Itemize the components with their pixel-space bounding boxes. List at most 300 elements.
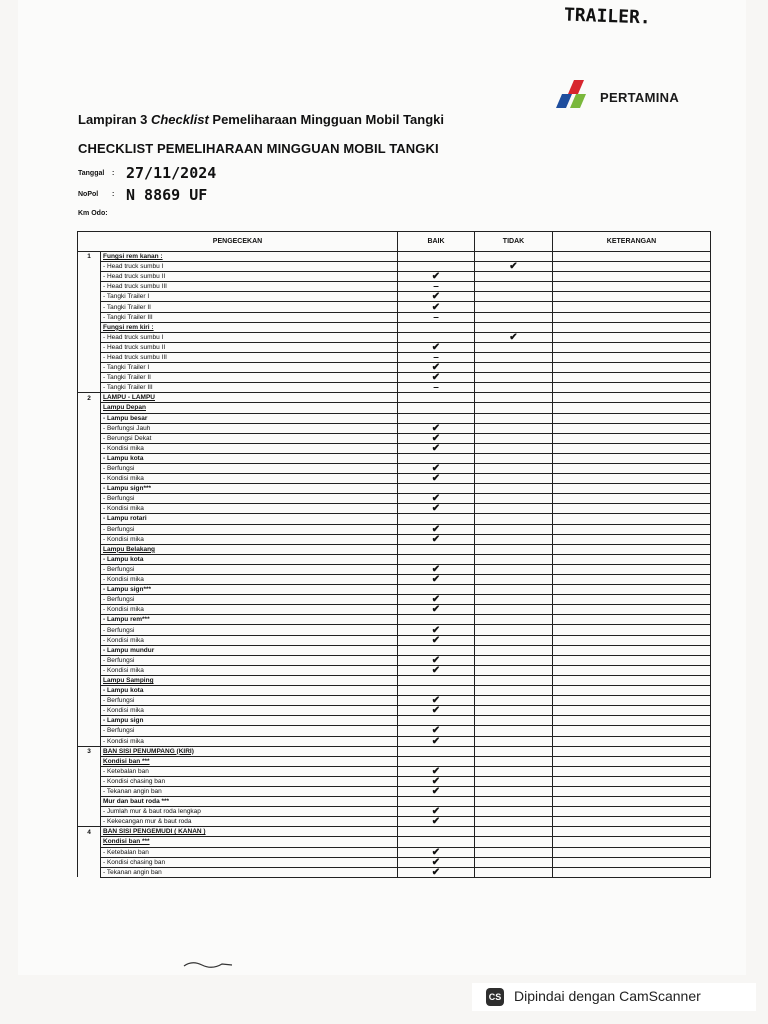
row-number [78, 342, 101, 352]
row-baik [398, 827, 475, 837]
row-baik: ✔ [398, 766, 475, 776]
row-baik: – [398, 352, 475, 362]
field-colon: : [105, 210, 108, 217]
row-keterangan [553, 403, 711, 413]
row-baik: ✔ [398, 302, 475, 312]
table-row [78, 857, 711, 867]
table-header-row [78, 232, 711, 252]
row-tidak [475, 867, 553, 877]
camscanner-icon: CS [486, 988, 504, 1006]
row-item: - Kondisi mika [101, 665, 398, 675]
table-row [78, 282, 711, 292]
row-item: - Berfungsi [101, 726, 398, 736]
row-keterangan [553, 312, 711, 322]
row-tidak [475, 665, 553, 675]
row-item: - Berfungsi [101, 524, 398, 534]
row-keterangan [553, 554, 711, 564]
row-baik: ✔ [398, 595, 475, 605]
row-number [78, 403, 101, 413]
row-baik: ✔ [398, 423, 475, 433]
row-number [78, 655, 101, 665]
row-number [78, 474, 101, 484]
row-item: - Tangki Trailer III [101, 383, 398, 393]
row-item: - Lampu kota [101, 554, 398, 564]
row-keterangan [553, 443, 711, 453]
row-tidak [475, 423, 553, 433]
title-suffix: Pemeliharaan Mingguan Mobil Tangki [208, 112, 445, 127]
row-baik: ✔ [398, 534, 475, 544]
row-baik [398, 645, 475, 655]
row-item: - Berfungsi [101, 696, 398, 706]
row-tidak: ✔ [475, 262, 553, 272]
row-item: - Kondisi mika [101, 635, 398, 645]
row-baik [398, 332, 475, 342]
row-keterangan [553, 524, 711, 534]
row-keterangan [553, 494, 711, 504]
table-row [78, 443, 711, 453]
row-tidak [475, 524, 553, 534]
row-tidak [475, 655, 553, 665]
row-keterangan [553, 262, 711, 272]
row-keterangan [553, 797, 711, 807]
row-item: - Kondisi mika [101, 474, 398, 484]
row-number [78, 797, 101, 807]
row-tidak [475, 403, 553, 413]
ink-smudge-mark [182, 958, 234, 968]
row-item: - Lampu rem*** [101, 615, 398, 625]
row-item: - Lampu rotari [101, 514, 398, 524]
row-number [78, 585, 101, 595]
row-baik: ✔ [398, 292, 475, 302]
row-baik: ✔ [398, 342, 475, 352]
table-row [78, 837, 711, 847]
field-value: N 8869 UF [126, 186, 208, 204]
table-row [78, 463, 711, 473]
row-tidak [475, 575, 553, 585]
pertamina-logo [554, 78, 694, 112]
row-item: - Berfungsi [101, 655, 398, 665]
field-colon: : [112, 170, 115, 177]
row-number [78, 776, 101, 786]
row-baik [398, 585, 475, 595]
row-tidak [475, 675, 553, 685]
row-number [78, 363, 101, 373]
row-baik [398, 615, 475, 625]
table-row [78, 686, 711, 696]
row-tidak [475, 494, 553, 504]
row-item: - Berfungsi [101, 494, 398, 504]
row-number [78, 433, 101, 443]
row-tidak [475, 625, 553, 635]
row-item: - Berungsi Dekat [101, 433, 398, 443]
row-item: - Ketebalan ban [101, 766, 398, 776]
row-keterangan [553, 363, 711, 373]
camscanner-text: Dipindai dengan CamScanner [514, 988, 701, 1004]
row-number [78, 615, 101, 625]
row-item: - Kondisi chasing ban [101, 776, 398, 786]
table-row [78, 696, 711, 706]
row-keterangan [553, 292, 711, 302]
row-baik [398, 403, 475, 413]
row-number [78, 302, 101, 312]
row-keterangan [553, 352, 711, 362]
row-item: - Tangki Trailer I [101, 292, 398, 302]
row-keterangan [553, 817, 711, 827]
row-tidak [475, 635, 553, 645]
row-tidak [475, 564, 553, 574]
row-tidak [475, 534, 553, 544]
row-keterangan [553, 564, 711, 574]
row-number [78, 817, 101, 827]
row-item: - Kondisi mika [101, 736, 398, 746]
row-baik: ✔ [398, 524, 475, 534]
row-number [78, 564, 101, 574]
row-item: - Head truck sumbu II [101, 342, 398, 352]
row-keterangan [553, 373, 711, 383]
table-row [78, 595, 711, 605]
row-tidak [475, 282, 553, 292]
row-number [78, 595, 101, 605]
row-baik: ✔ [398, 494, 475, 504]
row-tidak [475, 272, 553, 282]
row-tidak [475, 585, 553, 595]
row-keterangan [553, 575, 711, 585]
row-keterangan [553, 776, 711, 786]
row-number [78, 524, 101, 534]
table-row [78, 786, 711, 796]
pertamina-logo-icon [554, 78, 596, 112]
header-baik: BAIK [398, 232, 475, 252]
row-baik [398, 484, 475, 494]
row-number [78, 807, 101, 817]
row-baik: ✔ [398, 363, 475, 373]
row-keterangan [553, 625, 711, 635]
table-row [78, 605, 711, 615]
row-tidak [475, 595, 553, 605]
row-number [78, 625, 101, 635]
title-prefix: Lampiran 3 [78, 112, 151, 127]
table-row [78, 312, 711, 322]
brand-name: PERTAMINA [600, 90, 680, 105]
row-number [78, 463, 101, 473]
table-row [78, 433, 711, 443]
field-km-odo [78, 210, 108, 217]
row-number [78, 383, 101, 393]
row-number [78, 373, 101, 383]
row-tidak [475, 252, 553, 262]
row-baik [398, 746, 475, 756]
table-row [78, 352, 711, 362]
field-label: Km Odo [78, 210, 106, 217]
row-keterangan [553, 807, 711, 817]
checklist-body [78, 252, 711, 878]
table-row [78, 817, 711, 827]
row-baik: ✔ [398, 605, 475, 615]
row-keterangan [553, 383, 711, 393]
table-row [78, 827, 711, 837]
row-keterangan [553, 322, 711, 332]
row-item: - Berfungsi [101, 625, 398, 635]
row-item: - Lampu kota [101, 686, 398, 696]
row-tidak [475, 544, 553, 554]
row-number: 2 [78, 393, 101, 403]
row-keterangan [553, 433, 711, 443]
field-label: NoPol [78, 191, 99, 198]
row-number [78, 262, 101, 272]
table-row [78, 413, 711, 423]
table-row [78, 585, 711, 595]
row-item: - Jumlah mur & baut roda lengkap [101, 807, 398, 817]
table-row [78, 797, 711, 807]
field-value: 27/11/2024 [126, 164, 217, 182]
row-item: - Tangki Trailer I [101, 363, 398, 373]
row-keterangan [553, 706, 711, 716]
row-keterangan [553, 413, 711, 423]
row-number [78, 272, 101, 282]
row-baik: ✔ [398, 443, 475, 453]
field-tanggal [78, 164, 217, 182]
row-tidak [475, 786, 553, 796]
row-tidak [475, 322, 553, 332]
row-keterangan [553, 544, 711, 554]
table-row [78, 262, 711, 272]
field-colon: : [112, 191, 115, 198]
row-number [78, 312, 101, 322]
table-row [78, 675, 711, 685]
row-baik: ✔ [398, 726, 475, 736]
row-tidak: ✔ [475, 332, 553, 342]
row-item: BAN SISI PENGEMUDI ( KANAN ) [101, 827, 398, 837]
row-keterangan [553, 252, 711, 262]
table-row [78, 807, 711, 817]
row-item: - Kondisi chasing ban [101, 857, 398, 867]
row-tidak [475, 827, 553, 837]
row-number [78, 534, 101, 544]
row-number [78, 857, 101, 867]
row-tidak [475, 514, 553, 524]
row-keterangan [553, 585, 711, 595]
header-pengecekan: PENGECEKAN [78, 232, 398, 252]
row-keterangan [553, 272, 711, 282]
row-item: - Kondisi mika [101, 706, 398, 716]
row-number [78, 352, 101, 362]
row-item: - Head truck sumbu I [101, 332, 398, 342]
table-row [78, 403, 711, 413]
table-row [78, 645, 711, 655]
checklist-table [77, 231, 711, 878]
row-tidak [475, 857, 553, 867]
row-item: Kondisi ban *** [101, 837, 398, 847]
row-item: - Berfungsi [101, 564, 398, 574]
row-keterangan [553, 716, 711, 726]
table-row [78, 716, 711, 726]
row-item: - Berfungsi [101, 463, 398, 473]
row-baik [398, 453, 475, 463]
field-label: Tanggal [78, 170, 105, 177]
row-number [78, 443, 101, 453]
row-item: Mur dan baut roda *** [101, 797, 398, 807]
header-keterangan: KETERANGAN [553, 232, 711, 252]
row-tidak [475, 847, 553, 857]
row-keterangan [553, 867, 711, 877]
row-tidak [475, 766, 553, 776]
table-row [78, 746, 711, 756]
row-keterangan [553, 635, 711, 645]
table-row [78, 665, 711, 675]
row-baik: ✔ [398, 373, 475, 383]
row-number [78, 686, 101, 696]
row-keterangan [553, 453, 711, 463]
row-number [78, 696, 101, 706]
table-row [78, 534, 711, 544]
table-row [78, 726, 711, 736]
row-tidak [475, 746, 553, 756]
row-number [78, 484, 101, 494]
table-row [78, 544, 711, 554]
row-item: Lampu Depan [101, 403, 398, 413]
row-baik: ✔ [398, 272, 475, 282]
row-baik [398, 675, 475, 685]
row-tidak [475, 726, 553, 736]
row-baik [398, 393, 475, 403]
row-baik: ✔ [398, 847, 475, 857]
row-item: - Tekanan angin ban [101, 786, 398, 796]
row-number [78, 786, 101, 796]
row-keterangan [553, 534, 711, 544]
row-item: - Kondisi mika [101, 534, 398, 544]
row-tidak [475, 292, 553, 302]
row-number [78, 292, 101, 302]
row-number: 4 [78, 827, 101, 837]
row-keterangan [553, 665, 711, 675]
row-item: - Tangki Trailer II [101, 302, 398, 312]
row-tidak [475, 383, 553, 393]
row-tidak [475, 453, 553, 463]
row-number [78, 665, 101, 675]
row-number [78, 736, 101, 746]
row-tidak [475, 474, 553, 484]
row-item: - Berfungsi [101, 595, 398, 605]
row-baik: – [398, 282, 475, 292]
row-baik [398, 262, 475, 272]
table-row [78, 504, 711, 514]
row-keterangan [553, 605, 711, 615]
row-number [78, 756, 101, 766]
row-keterangan [553, 645, 711, 655]
row-number [78, 766, 101, 776]
table-row [78, 302, 711, 312]
table-row [78, 322, 711, 332]
row-tidak [475, 605, 553, 615]
table-row [78, 342, 711, 352]
row-number [78, 675, 101, 685]
row-tidak [475, 302, 553, 312]
row-keterangan [553, 342, 711, 352]
row-tidak [475, 504, 553, 514]
row-baik [398, 544, 475, 554]
row-item: - Lampu sign*** [101, 484, 398, 494]
row-baik: ✔ [398, 817, 475, 827]
row-tidak [475, 686, 553, 696]
table-row [78, 423, 711, 433]
row-tidak [475, 393, 553, 403]
row-item: - Kondisi mika [101, 575, 398, 585]
row-item: - Kondisi mika [101, 504, 398, 514]
row-keterangan [553, 332, 711, 342]
document-subtitle: CHECKLIST PEMELIHARAAN MINGGUAN MOBIL TANGKI [78, 141, 439, 156]
table-row [78, 383, 711, 393]
row-tidak [475, 433, 553, 443]
table-row [78, 373, 711, 383]
row-item: - Head truck sumbu I [101, 262, 398, 272]
row-tidak [475, 706, 553, 716]
row-number [78, 554, 101, 564]
table-row [78, 776, 711, 786]
table-row [78, 655, 711, 665]
row-item: - Kekecangan mur & baut roda [101, 817, 398, 827]
table-row [78, 272, 711, 282]
row-tidak [475, 342, 553, 352]
row-item: - Head truck sumbu III [101, 352, 398, 362]
row-tidak [475, 443, 553, 453]
row-tidak [475, 413, 553, 423]
row-baik: ✔ [398, 706, 475, 716]
row-baik: – [398, 383, 475, 393]
table-row [78, 332, 711, 342]
table-row [78, 766, 711, 776]
document-title [78, 112, 444, 127]
row-number [78, 716, 101, 726]
row-item: - Ketebalan ban [101, 847, 398, 857]
table-row [78, 514, 711, 524]
row-baik: ✔ [398, 433, 475, 443]
row-keterangan [553, 837, 711, 847]
table-row [78, 453, 711, 463]
row-tidak [475, 837, 553, 847]
row-tidak [475, 756, 553, 766]
row-baik [398, 514, 475, 524]
row-keterangan [553, 736, 711, 746]
table-row [78, 474, 711, 484]
row-baik [398, 797, 475, 807]
table-row [78, 494, 711, 504]
table-row [78, 524, 711, 534]
table-row [78, 252, 711, 262]
row-tidak [475, 373, 553, 383]
row-baik: ✔ [398, 564, 475, 574]
row-number [78, 847, 101, 857]
table-row [78, 484, 711, 494]
table-row [78, 867, 711, 877]
row-number [78, 575, 101, 585]
row-keterangan [553, 827, 711, 837]
row-keterangan [553, 474, 711, 484]
row-baik: ✔ [398, 474, 475, 484]
row-baik [398, 322, 475, 332]
row-keterangan [553, 595, 711, 605]
row-item: - Tangki Trailer II [101, 373, 398, 383]
row-tidak [475, 716, 553, 726]
camscanner-watermark [472, 983, 756, 1011]
row-baik: ✔ [398, 807, 475, 817]
row-baik: ✔ [398, 696, 475, 706]
row-item: Lampu Samping [101, 675, 398, 685]
row-number: 1 [78, 252, 101, 262]
row-item: - Lampu kota [101, 453, 398, 463]
row-keterangan [553, 615, 711, 625]
row-number [78, 282, 101, 292]
row-number [78, 605, 101, 615]
